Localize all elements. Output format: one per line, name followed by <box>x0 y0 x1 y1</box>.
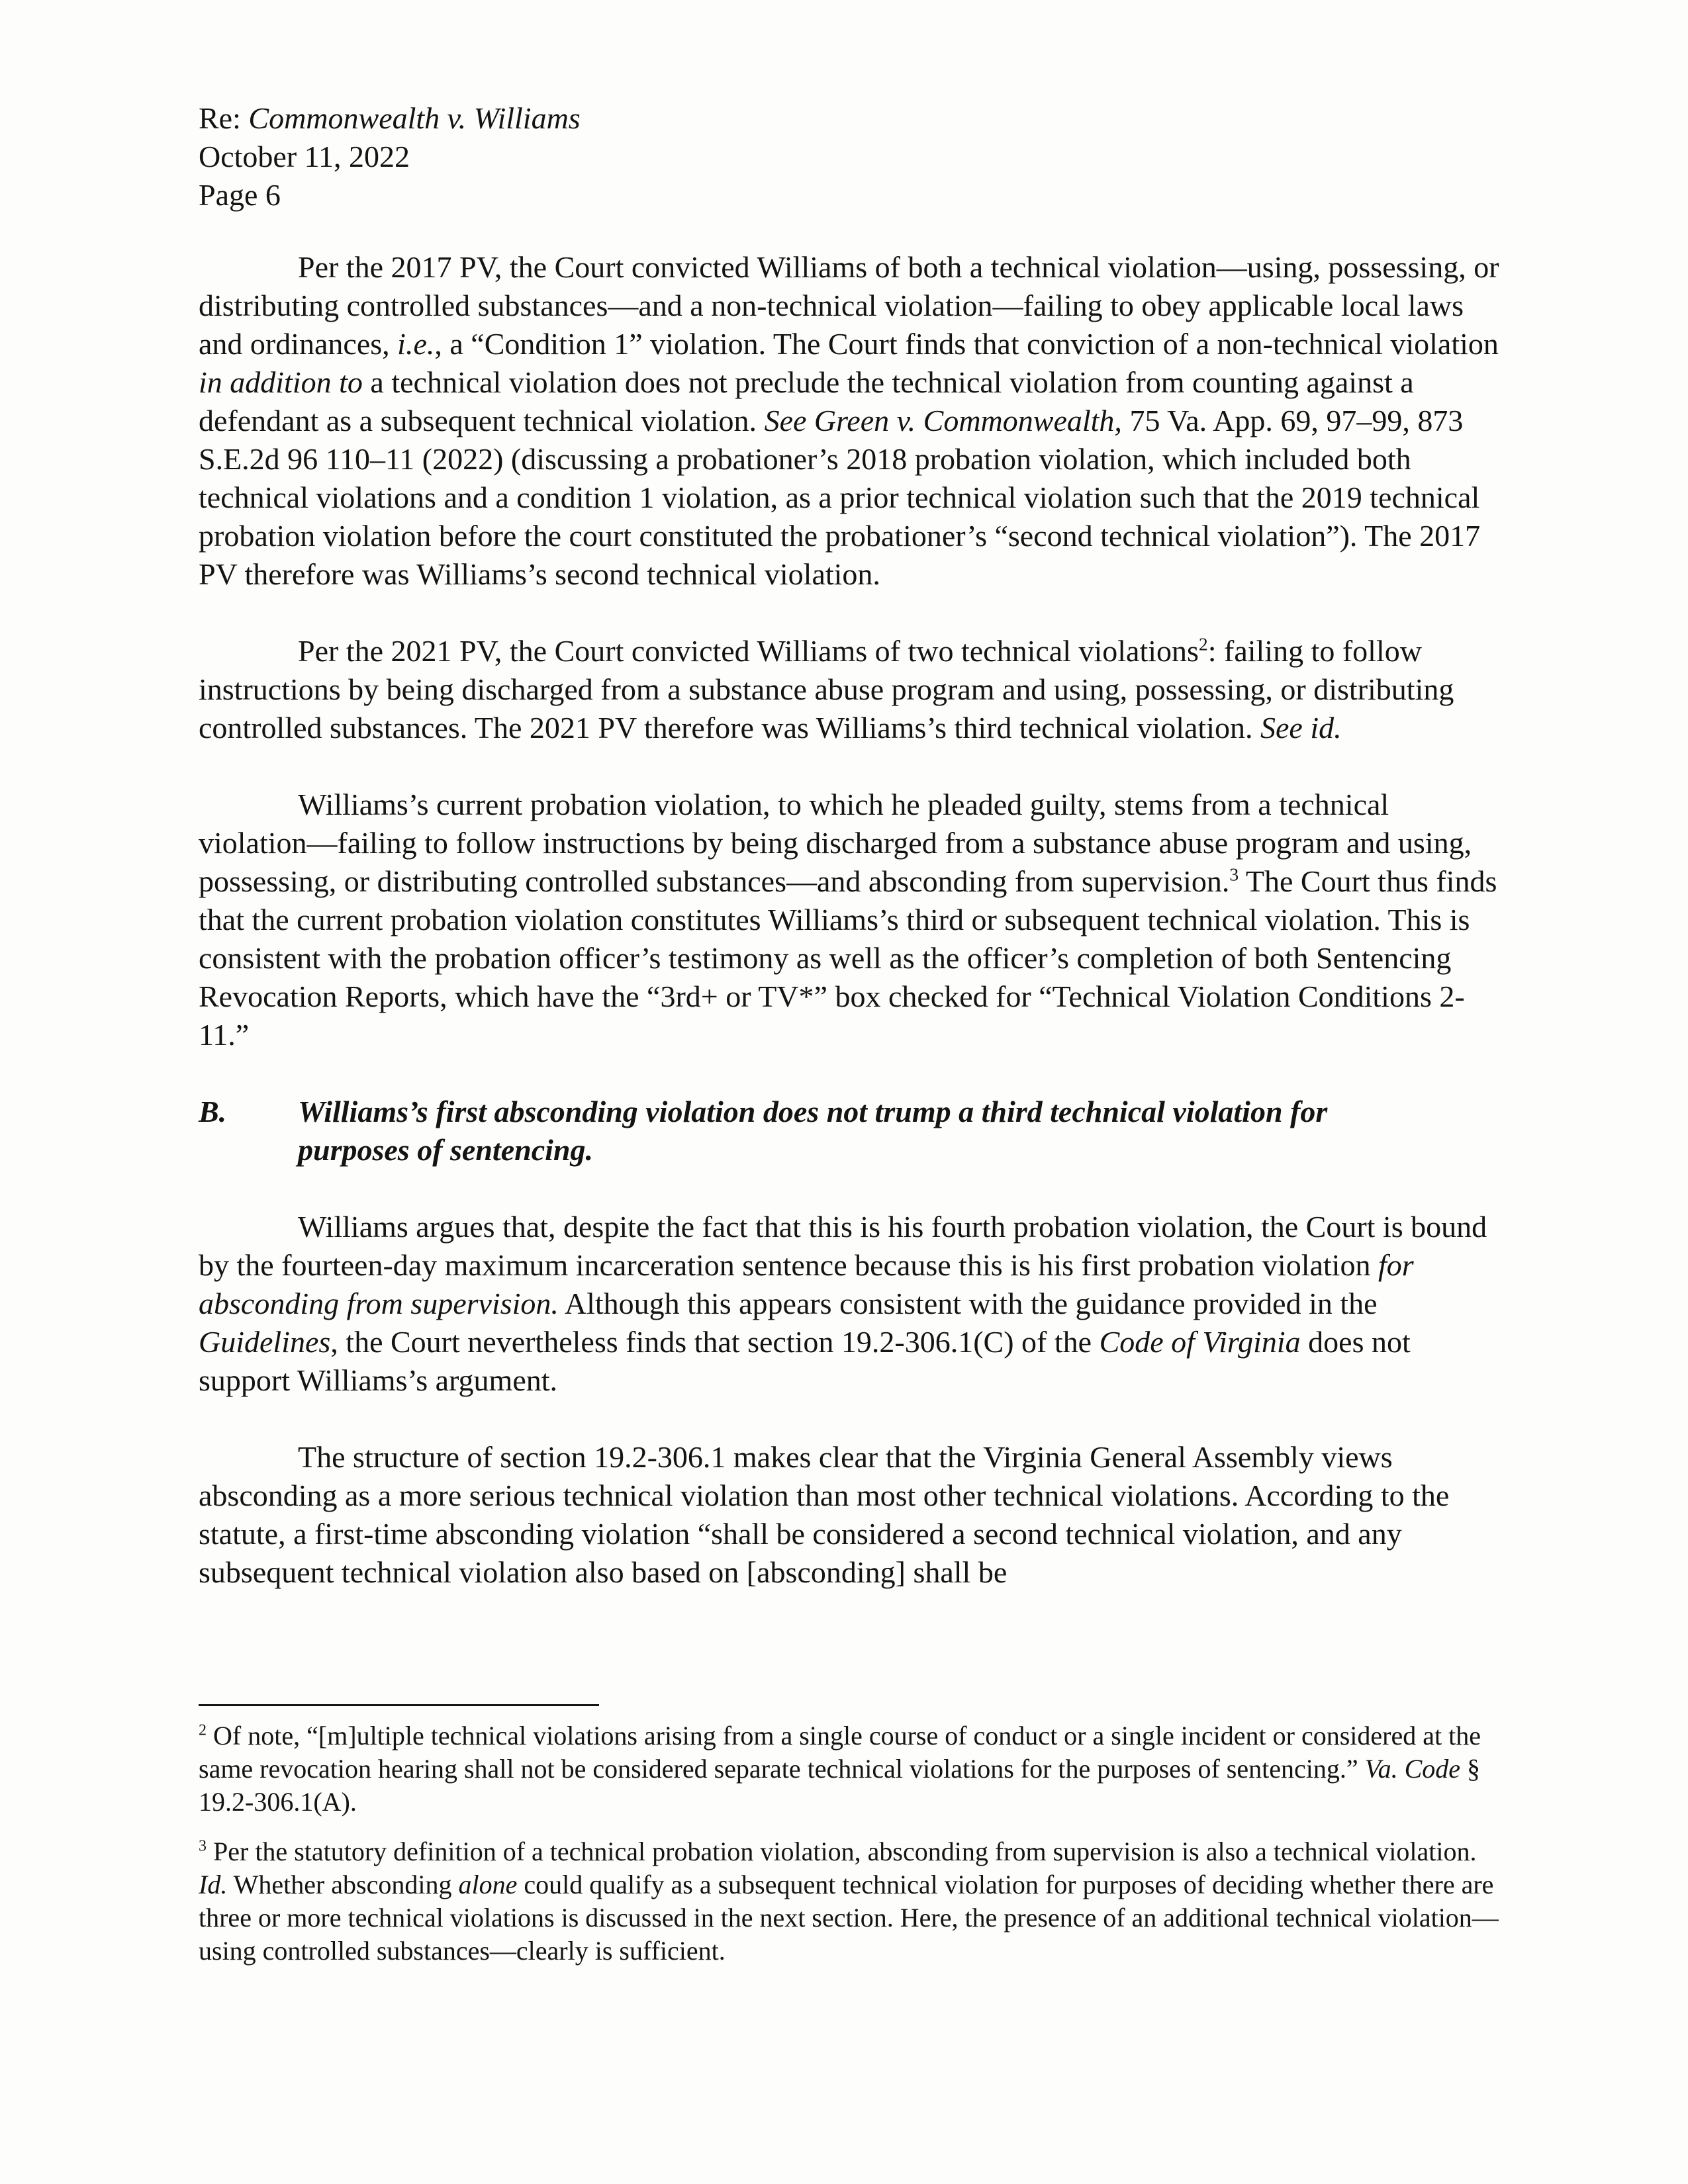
section-heading-b <box>199 1093 1503 1169</box>
section-title: Williams’s first absconding violation does not trump a third technical violation for purposes of sentencing. <box>298 1095 1328 1167</box>
paragraph-2017-pv: Per the 2017 PV, the Court convicted Williams of both a technical violation—using, possessing, or distributing controlled substances—and a non-technical violation—failing to obey applicable local laws and ordinances, i.e., a “Condition 1” violation. The Court finds that conviction of a non-technical violation in addition to a technical violation does not preclude the technical violation from counting against a defendant as a subsequent technical violation. See Green v. Commonwealth, 75 Va. App. 69, 97–99, 873 S.E.2d 96 110–11 (2022) (discussing a probationer’s 2018 probation violation, which included both technical violations and a condition 1 violation, as a prior technical violation such that the 2019 technical probation violation before the court constituted the probationer’s “second technical violation”). The 2017 PV therefore was Williams’s second technical violation. <box>199 250 1499 591</box>
footnote-divider <box>199 1704 599 1706</box>
footnote-3: $^3$ Per the statutory definition of a technical probation violation, absconding from supervision is also a technical violation. Id. Whether absconding alone could qualify as a subsequent technical violation for purposes of deciding whether there are three or more technical violations is discussed in the next section. Here, the presence of an additional technical violation—using controlled substances—clearly is sufficient. <box>199 1837 1499 1966</box>
header-date: October 11, 2022 <box>199 140 410 173</box>
paragraph-2021-pv: Per the 2021 PV, the Court convicted Williams of two technical violations$^2$: failing to follow instructions by being discharged from a substance abuse program and using, possessing, or distributing controlled substances. The 2021 PV therefore was Williams’s third technical violation. See id. <box>199 633 1454 745</box>
footnote-2: $^2$ Of note, “[m]ultiple technical violations arising from a single course of conduct or a single incident or considered at the same revocation hearing shall not be considered separate technical violations for the purposes of sentencing.” Va. Code § 19.2-306.1(A). <box>199 1721 1481 1817</box>
paragraph-williams-argument: Williams argues that, despite the fact that this is his fourth probation violation, the Court is bound by the fourteen-day maximum incarceration sentence because this is his first probation violation for absconding from supervision. Although this appears consistent with the guidance provided in the Guidelines, the Court nevertheless finds that section 19.2-306.1(C) of the Code of Virginia does not support Williams’s argument. <box>199 1210 1487 1397</box>
footnote-ref-2[interactable]: 2 <box>1198 633 1208 655</box>
paragraph-statute-structure: The structure of section 19.2-306.1 makes clear that the Virginia General Assembly views absconding as a more serious technical violation than most other technical violations. According to the statute, a first-time absconding violation “shall be considered a second technical violation, and any subsequent technical violation also based on [absconding] shall be <box>199 1440 1450 1589</box>
page-number: Page 6 <box>199 178 281 212</box>
re-line: Re: Commonwealth v. Williams <box>199 101 581 135</box>
section-letter: B. <box>199 1095 227 1128</box>
body-text <box>199 248 1503 1630</box>
paragraph-current-violation: Williams’s current probation violation, to which he pleaded guilty, stems from a technical violation—failing to follow instructions by being discharged from a substance abuse program and using, possessing, or distributing controlled substances—and absconding from supervision.$^3$ The Court thus finds that the current probation violation constitutes Williams’s third or subsequent technical violation. This is consistent with the probation officer’s testimony as well as the officer’s completion of both Sentencing Revocation Reports, which have the “3rd+ or TV*” box checked for “Technical Violation Conditions 2-11.” <box>199 788 1497 1052</box>
case-name: Commonwealth v. Williams <box>248 101 581 135</box>
footnotes <box>199 1719 1506 1984</box>
footnote-ref-3[interactable]: 3 <box>1229 864 1239 885</box>
letter-header <box>199 99 581 214</box>
